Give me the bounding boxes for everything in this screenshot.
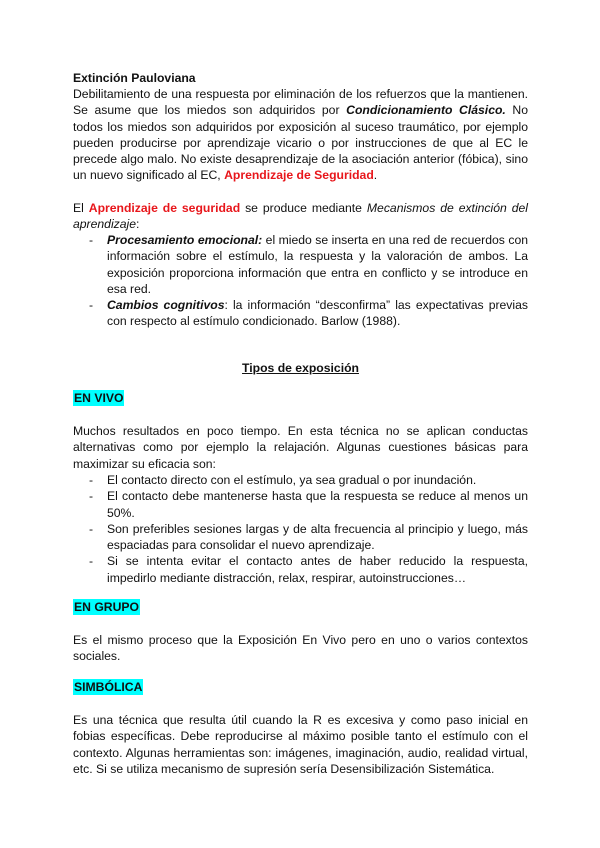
heading-en-vivo: EN VIVO (74, 391, 124, 405)
en-vivo-list (73, 472, 528, 586)
list-item-text: El contacto directo con el estímulo, ya sea gradual o por inundación. (107, 473, 477, 487)
bold-term: Cambios cognitivos (107, 298, 225, 313)
italic-term: Mecanismos de extinción del aprendizaje (73, 201, 528, 232)
paragraph-text: : (136, 217, 140, 232)
list-item-text: el miedo se inserta en una red de recuerdos con información sobre el estímulo, la respuesta y la valoración de ambos. La exposición proporciona información que entra en conflicto y se introduce en esa red. (107, 233, 528, 296)
mechanisms-list (73, 232, 528, 330)
paragraph-text: . (373, 168, 378, 183)
dash-bullet-icon: - (89, 554, 94, 569)
list-item (73, 553, 528, 586)
paragraph-text: Debilitamiento de una respuesta por eliminación de los refuerzos que la mantienen. Se asume que los miedos son adquiridos por (73, 87, 528, 118)
paragraph-text: se produce mediante (240, 201, 367, 215)
dash-bullet-icon: - (89, 233, 94, 247)
heading-simbolica-wrap (73, 679, 528, 695)
section-title-tipos: Tipos de exposición (242, 361, 359, 375)
paragraph-text: No todos los miedos son adquiridos por exposición al suceso traumático, por ejemplo pueden producirse por aprendizaje vicario o por instrucciones de que al EC le precede algo malo. No existe desaprendizaje de la asociación anterior (fóbica), sino un nuevo significado al EC, (73, 103, 529, 183)
highlight-term: Aprendizaje de Seguridad (224, 168, 374, 183)
section-title-extincion: Extinción Pauloviana (73, 71, 196, 85)
heading-en-grupo-wrap (73, 599, 528, 615)
paragraph-extincion (73, 86, 528, 184)
list-item (73, 488, 528, 521)
list-item-text: Son preferibles sesiones largas y de alta frecuencia al principio y luego, más espaciadas para consolidar el nuevo aprendizaje. (107, 521, 528, 553)
list-item-text: Si se intenta evitar el contacto antes de haber reducido la respuesta, impedirlo mediante distracción, relax, respirar, autoinstrucciones… (107, 554, 528, 585)
dash-bullet-icon: - (89, 489, 94, 504)
paragraph-simbolica: Es una técnica que resulta útil cuando la R es excesiva y como paso inicial en fobias específicas. Debe reproducirse al máximo posible tanto el estímulo con el contexto. Algunas herramientas son: imágenes, imaginación, audio, realidad virtual, etc. Si se utiliza mecanismo de supresión sería Desensibilización Sistemática. (73, 713, 528, 776)
dash-bullet-icon: - (89, 473, 94, 487)
heading-simbolica: SIMBÓLICA (74, 680, 143, 694)
paragraph-aprendizaje (73, 200, 528, 233)
list-item (73, 521, 528, 554)
heading-en-grupo: EN GRUPO (74, 600, 140, 614)
highlight-term: Aprendizaje de seguridad (88, 201, 241, 215)
heading-en-vivo-wrap (73, 390, 528, 406)
dash-bullet-icon: - (89, 521, 94, 536)
bold-term: Procesamiento emocional: (107, 233, 263, 247)
dash-bullet-icon: - (89, 298, 94, 313)
list-item-text: : la información “desconfirma” las expectativas previas con respecto al estímulo condicionado. Barlow (1988). (107, 298, 528, 329)
bold-term: Condicionamiento Clásico. (346, 103, 506, 118)
paragraph-en-vivo: Muchos resultados en poco tiempo. En esta técnica no se aplican conductas alternativas como por ejemplo la relajación. Algunas cuestiones básicas para maximizar su eficacia son: (73, 424, 528, 471)
list-item (73, 472, 528, 488)
paragraph-en-grupo: Es el mismo proceso que la Exposición En Vivo pero en uno o varios contextos sociales. (73, 633, 528, 664)
paragraph-text: El (73, 201, 89, 215)
list-item (73, 297, 528, 330)
list-item-text: El contacto debe mantenerse hasta que la respuesta se reduce al menos un 50%. (107, 489, 528, 520)
list-item (73, 232, 528, 297)
